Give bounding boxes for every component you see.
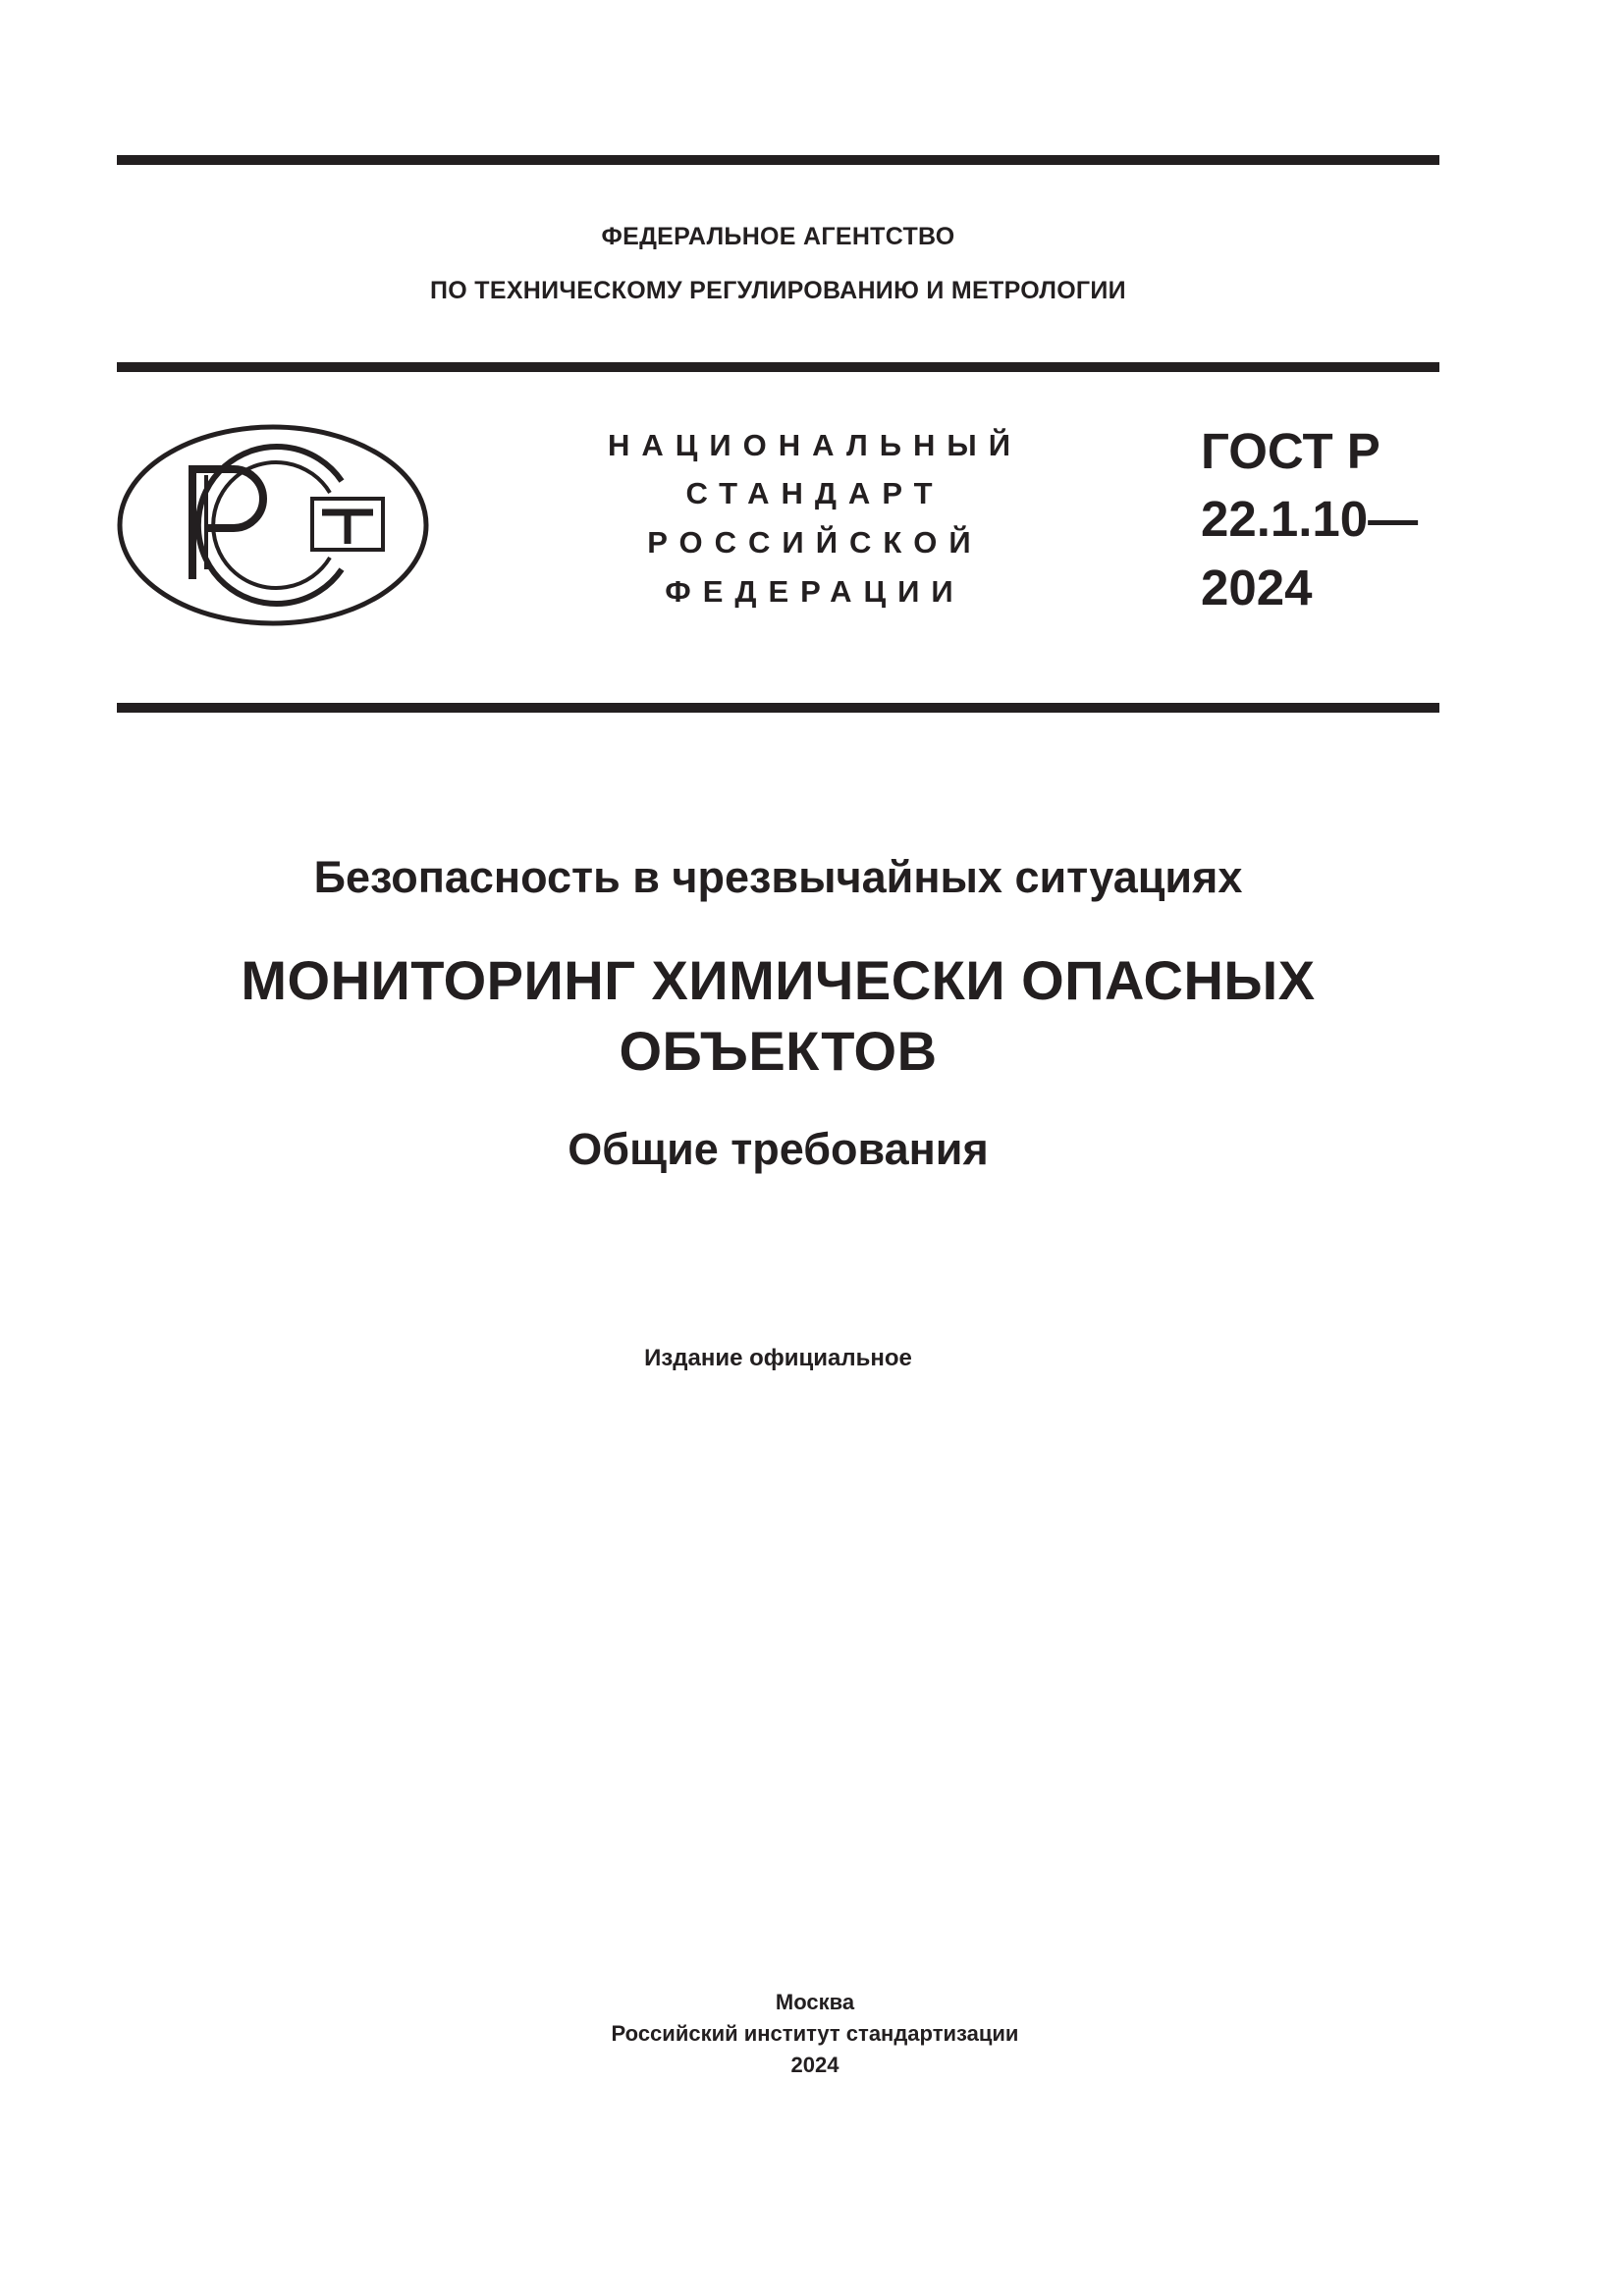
designation-line2: 22.1.10— <box>1201 491 1419 547</box>
main-title-line1: МОНИТОРИНГ ХИМИЧЕСКИ ОПАСНЫХ <box>241 949 1316 1011</box>
designation-line3: 2024 <box>1201 560 1313 615</box>
publisher-year: 2024 <box>790 2053 839 2077</box>
header-rule <box>117 362 1439 372</box>
national-standard-line1: НАЦИОНАЛЬНЫЙ <box>607 428 1023 462</box>
designation-rule <box>117 703 1439 713</box>
series-title: Безопасность в чрезвычайных ситуациях <box>313 852 1243 902</box>
agency-name-line1: ФЕДЕРАЛЬНОЕ АГЕНТСТВО <box>601 223 955 250</box>
rst-conformity-mark-icon <box>116 422 430 628</box>
main-title-line2: ОБЪЕКТОВ <box>619 1020 938 1082</box>
national-standard-line4: ФЕДЕРАЦИИ <box>665 574 965 609</box>
publisher-name: Российский институт стандартизации <box>611 2021 1019 2046</box>
subtitle: Общие требования <box>568 1124 989 1174</box>
agency-name-line2: ПО ТЕХНИЧЕСКОМУ РЕГУЛИРОВАНИЮ И МЕТРОЛОГИИ <box>430 277 1126 304</box>
designation-line1: ГОСТ Р <box>1201 423 1380 479</box>
edition-label: Издание официальное <box>644 1345 912 1371</box>
national-standard-line2: СТАНДАРТ <box>685 476 945 510</box>
top-rule <box>117 155 1439 165</box>
publisher-city: Москва <box>775 1990 855 2014</box>
national-standard-line3: РОССИЙСКОЙ <box>647 525 983 560</box>
